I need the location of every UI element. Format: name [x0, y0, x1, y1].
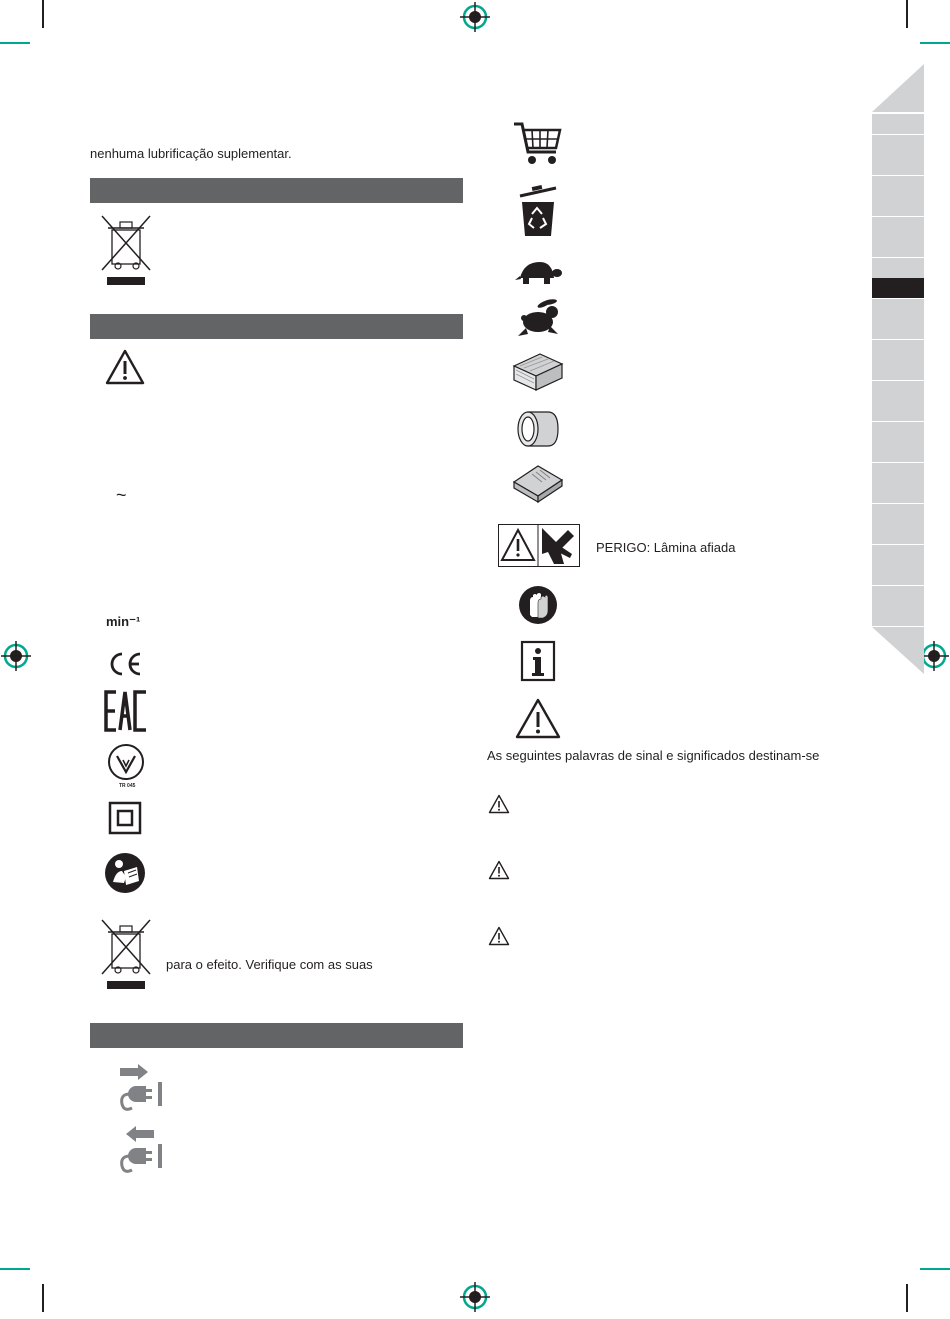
gloves-icon: [518, 585, 558, 625]
crop-mark: [920, 1268, 950, 1270]
turtle-slow-icon: [514, 258, 562, 286]
registration-mark-icon: [0, 639, 33, 673]
side-tab: [872, 381, 924, 402]
section-bar: [90, 1023, 463, 1048]
side-tab: [872, 176, 924, 197]
side-tab: [872, 155, 924, 176]
side-tab: [872, 196, 924, 217]
info-icon: [520, 640, 556, 682]
tile-material-icon: [512, 462, 564, 506]
section-bar: [90, 178, 463, 203]
side-tab: [872, 217, 924, 238]
eac-mark-icon: [104, 690, 148, 732]
warning-triangle-icon: [488, 860, 510, 880]
pipe-material-icon: [514, 406, 562, 452]
registration-mark-icon: [458, 1280, 492, 1314]
blade-hand-danger-icon: [498, 524, 580, 567]
min-label: min⁻¹: [106, 614, 141, 629]
side-tab: [872, 319, 924, 340]
top-text: nenhuma lubrificação suplementar.: [90, 146, 292, 161]
plug-disconnect-icon: [116, 1124, 166, 1174]
warning-triangle-icon: [514, 697, 562, 741]
crop-mark: [920, 42, 950, 44]
ac-symbol: ~: [116, 485, 127, 505]
side-tab: [872, 463, 924, 484]
side-tab-bottom: [872, 627, 924, 674]
registration-mark-icon: [458, 0, 492, 34]
side-tab: [872, 483, 924, 504]
read-manual-icon: [104, 852, 146, 894]
side-tab: [872, 565, 924, 586]
danger-blade-text: PERIGO: Lâmina afiada: [596, 540, 736, 555]
weee-bin-icon: [100, 214, 152, 286]
side-tab: [872, 360, 924, 381]
ukr-mark-caption: TR 045: [119, 783, 136, 789]
side-tab: [872, 258, 924, 279]
section-bar: [90, 314, 463, 339]
weee-bin-icon: [100, 918, 152, 990]
ukr-conformity-icon: [106, 742, 146, 782]
recycle-bin-icon: [516, 184, 560, 240]
side-tab-top: [872, 64, 924, 112]
side-tab: [872, 299, 924, 320]
side-tab: [872, 504, 924, 525]
side-tab: [872, 114, 924, 135]
side-tab: [872, 401, 924, 422]
shopping-cart-icon: [512, 120, 564, 168]
crop-mark: [42, 0, 44, 28]
rabbit-fast-icon: [514, 298, 562, 338]
side-tab: [872, 606, 924, 627]
disposal-text: para o efeito. Verifique com as suas: [166, 957, 373, 972]
side-tab: [872, 340, 924, 361]
crop-mark: [906, 0, 908, 28]
crop-mark: [42, 1284, 44, 1312]
side-tab: [872, 524, 924, 545]
warning-triangle-icon: [488, 926, 510, 946]
wood-material-icon: [512, 352, 564, 392]
side-tab: [872, 237, 924, 258]
warning-triangle-icon: [488, 794, 510, 814]
signal-words-text: As seguintes palavras de sinal e significados destinam-se: [487, 748, 820, 763]
crop-mark: [0, 42, 30, 44]
warning-triangle-icon: [104, 348, 146, 386]
side-tab: [872, 586, 924, 607]
crop-mark: [0, 1268, 30, 1270]
double-insulation-icon: [108, 801, 142, 835]
plug-connect-icon: [116, 1062, 166, 1112]
side-tab-active: [872, 278, 924, 299]
side-tab: [872, 422, 924, 443]
crop-mark: [906, 1284, 908, 1312]
side-tab: [872, 545, 924, 566]
ce-mark-icon: [106, 650, 144, 678]
side-tab: [872, 135, 924, 156]
side-tab: [872, 442, 924, 463]
